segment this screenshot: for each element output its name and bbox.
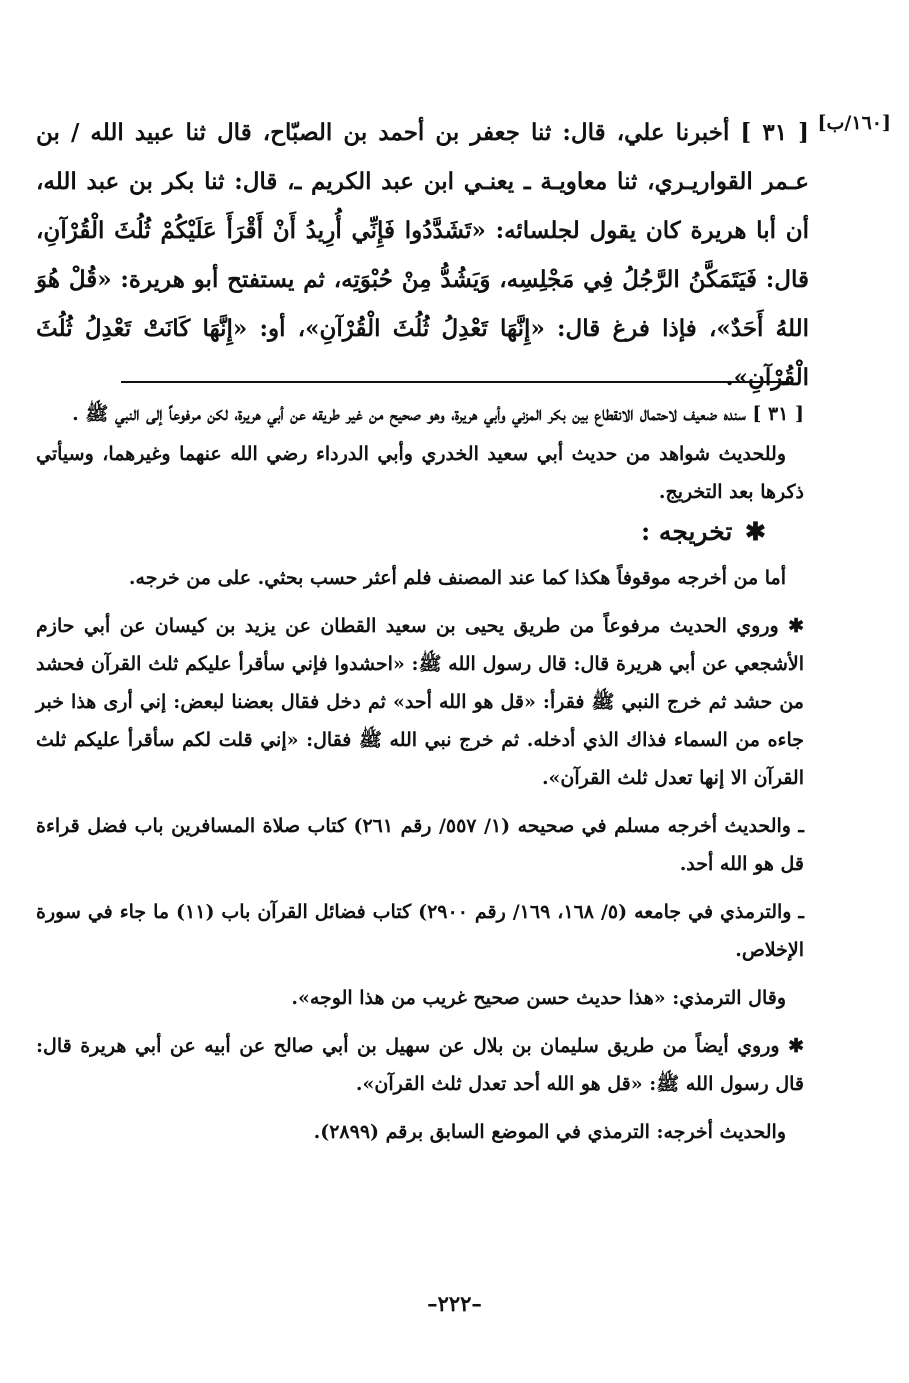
footnotes-section (36, 395, 804, 1161)
note-tirmidhi-number: والحديث أخرجه: الترمذي في الموضع السابق برقم (٢٨٩٩). (313, 1121, 786, 1143)
takhrij-heading (36, 513, 804, 551)
note-tirmidhi-grading: وقال الترمذي: «هذا حديث حسن صحيح غريب من هذا الوجه». (291, 987, 786, 1009)
main-hadith-text: [ ٣١ ] أخبرنا علي، قال: ثنا جعفر بن أحمد بن الصبّاح، قال ثنا عبيد الله / بن عـمر القواريـري، ثنا معاويـة ـ يعنـي ابن عبد الكريم ـ، قال: ثنا بكر بن عبد الله، أن أبا هريرة كان يقول لجلسائه: «تَشَدَّدُوا فَإِنِّي أُرِيدُ أَنْ أَقْرَأَ عَلَيْكُمْ ثُلُثَ الْقُرْآنِ، قال: فَيَتَمَكَّنُ الرَّجُلُ فِي مَجْلِسِه، وَيَشُدُّ مِنْ حُبْوَتِه، ثم يستفتح أبو هريرة: «قُلْ هُوَ اللهُ أَحَدٌ»، فإذا فرغ قال: «إِنَّهَا تَعْدِلُ ثُلُثَ الْقُرْآنِ»، أو: «إِنَّهَا كَانَتْ تَعْدِلُ ثُلُثَ الْقُرْآنِ». (36, 119, 810, 391)
note-witnesses: وللحديث شواهد من حديث أبي سعيد الخدري وأبي الدرداء رضي الله عنهما وغيرهما، وسيأتي ذكرها بعد التخريج. (36, 443, 804, 503)
note-marfu-route: ✱ وروي الحديث مرفوعاً من طريق يحيى بن سعيد القطان عن يزيد بن كيسان عن أبي حازم الأشجعي عن أبي هريرة قال: قال رسول الله ﷺ: «احشدوا فإني سأقرأ عليكم ثلث القرآن فحشد من حشد ثم خرج النبي ﷺ فقرأ: «قل هو الله أحد» ثم دخل فقال بعضنا لبعض: إني أرى هذا خبر جاءه من السماء فذاك الذي أدخله. ثم خرج نبي الله ﷺ فقال: «إني قلت لكم سأقرأ عليكم ثلث القرآن الا إنها تعدل ثلث القرآن». (36, 615, 804, 789)
note-tirmidhi-reference: ـ والترمذي في جامعه (٥/ ١٦٨، ١٦٩/ رقم ٢٩٠٠) كتاب فضائل القرآن باب (١١) ما جاء في سورة الإخلاص. (36, 901, 804, 961)
note-muslim-reference: ـ والحديث أخرجه مسلم في صحيحه (١/ ٥٥٧/ رقم ٢٦١) كتاب صلاة المسافرين باب فضل قراءة قل هو الله أحد. (36, 815, 804, 875)
margin-marker (818, 112, 891, 134)
note-chain-assessment: [ ٣١ ] سنده ضعيف لاحتمال الانقطاع بين بكر المزني وأبي هريرة، وهو صحيح من غير طريقه عن أبي هريرة، لكن مرفوعاً إلى النبي ﷺ . (72, 403, 804, 425)
star-icon: ✱ (745, 517, 766, 546)
page-number: –٢٢٢– (427, 1291, 482, 1316)
footnote-divider (121, 381, 787, 383)
note-sulayman-route: ✱ وروي أيضاً من طريق سليمان بن بلال عن سهيل بن أبي صالح عن أبيه عن أبي هريرة قال: قال رسول الله ﷺ: «قل هو الله أحد تعدل ثلث القرآن». (36, 1035, 804, 1095)
takhrij-heading-text: تخريجه : (641, 517, 733, 546)
note-mawquf: أما من أخرجه موقوفاً هكذا كما عند المصنف فلم أعثر حسب بحثي. على من خرجه. (128, 567, 786, 589)
margin-marker-text: [١٦٠/ب] (817, 112, 891, 134)
